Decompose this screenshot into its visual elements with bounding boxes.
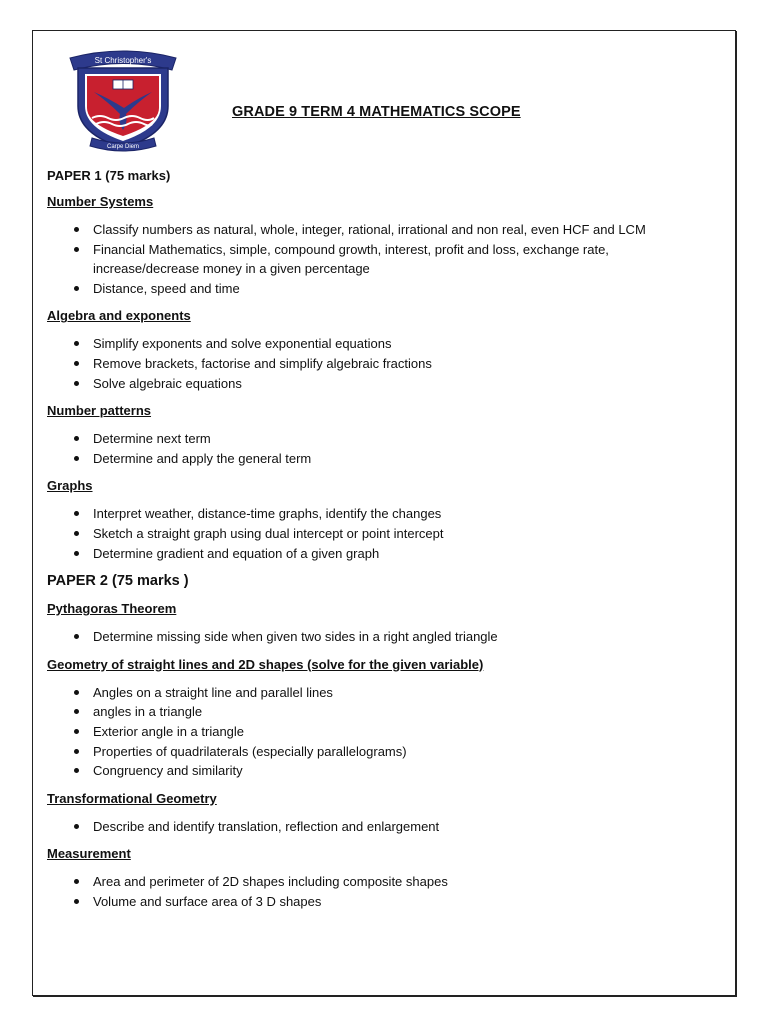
bullet-icon [74,436,79,441]
section-heading-graphs: Graphs [47,478,93,494]
section-heading-number-patterns: Number patterns [47,403,152,419]
bullet-icon [74,879,79,884]
list-item: Determine missing side when given two sides in a right angled triangle [47,627,717,647]
transformational-geometry-list [47,817,717,837]
list-item: Determine and apply the general term [47,449,717,469]
document-title: GRADE 9 TERM 4 MATHEMATICS SCOPE [232,104,521,120]
list-item: Remove brackets, factorise and simplify algebraic fractions [47,354,717,374]
bullet-icon [74,824,79,829]
list-item: Interpret weather, distance-time graphs, identify the changes [47,504,717,524]
list-item: Area and perimeter of 2D shapes including composite shapes [47,872,717,892]
section-heading-transformational-geometry: Transformational Geometry [47,790,217,806]
bullet-icon [74,247,79,252]
bullet-icon [74,341,79,346]
list-item: Angles on a straight line and parallel lines [47,683,717,703]
number-patterns-list [47,429,717,468]
bullet-icon [74,456,79,461]
scope-content [47,168,717,921]
list-item: Properties of quadrilaterals (especially parallelograms) [47,742,717,762]
list-item: Congruency and similarity [47,761,717,781]
bullet-icon [74,551,79,556]
bullet-icon [74,381,79,386]
list-item: Distance, speed and time [47,279,717,299]
list-item: Determine next term [47,429,717,449]
graphs-list [47,504,717,563]
section-heading-geometry: Geometry of straight lines and 2D shapes (solve for the given variable) [47,656,484,672]
svg-text:St Christopher's: St Christopher's [94,56,152,65]
bullet-icon [74,899,79,904]
list-item: Simplify exponents and solve exponential equations [47,334,717,354]
list-item: Solve algebraic equations [47,374,717,394]
paper-2-label: PAPER 2 (75 marks ) [47,573,189,590]
section-heading-number-systems: Number Systems [47,194,154,209]
bullet-icon [74,729,79,734]
pythagoras-list [47,627,717,647]
school-crest-logo [58,44,188,156]
geometry-list [47,683,717,781]
bullet-icon [74,634,79,639]
section-heading-algebra: Algebra and exponents [47,308,191,324]
list-item: Sketch a straight graph using dual intercept or point intercept [47,524,717,544]
bullet-icon [74,531,79,536]
list-item: Classify numbers as natural, whole, integer, rational, irrational and non real, even HCF and LCM [47,220,717,240]
bullet-icon [74,768,79,773]
number-systems-list [47,220,717,298]
section-heading-measurement: Measurement [47,846,131,862]
algebra-list [47,334,717,393]
bullet-icon [74,511,79,516]
section-heading-pythagoras: Pythagoras Theorem [47,601,177,617]
bullet-icon [74,749,79,754]
bullet-icon [74,227,79,232]
list-item: Determine gradient and equation of a given graph [47,544,717,564]
paper-1-label: PAPER 1 (75 marks) [47,168,171,183]
measurement-list [47,872,717,911]
list-item: angles in a triangle [47,702,717,722]
list-item: Describe and identify translation, reflection and enlargement [47,817,717,837]
list-item: Financial Mathematics, simple, compound growth, interest, profit and loss, exchange rate, increase/decrease money in a given percentage [47,240,717,279]
list-item: Exterior angle in a triangle [47,722,717,742]
bullet-icon [74,709,79,714]
bullet-icon [74,286,79,291]
list-item: Volume and surface area of 3 D shapes [47,892,717,912]
bullet-icon [74,690,79,695]
svg-text:Carpe Diem: Carpe Diem [106,144,140,150]
bullet-icon [74,361,79,366]
